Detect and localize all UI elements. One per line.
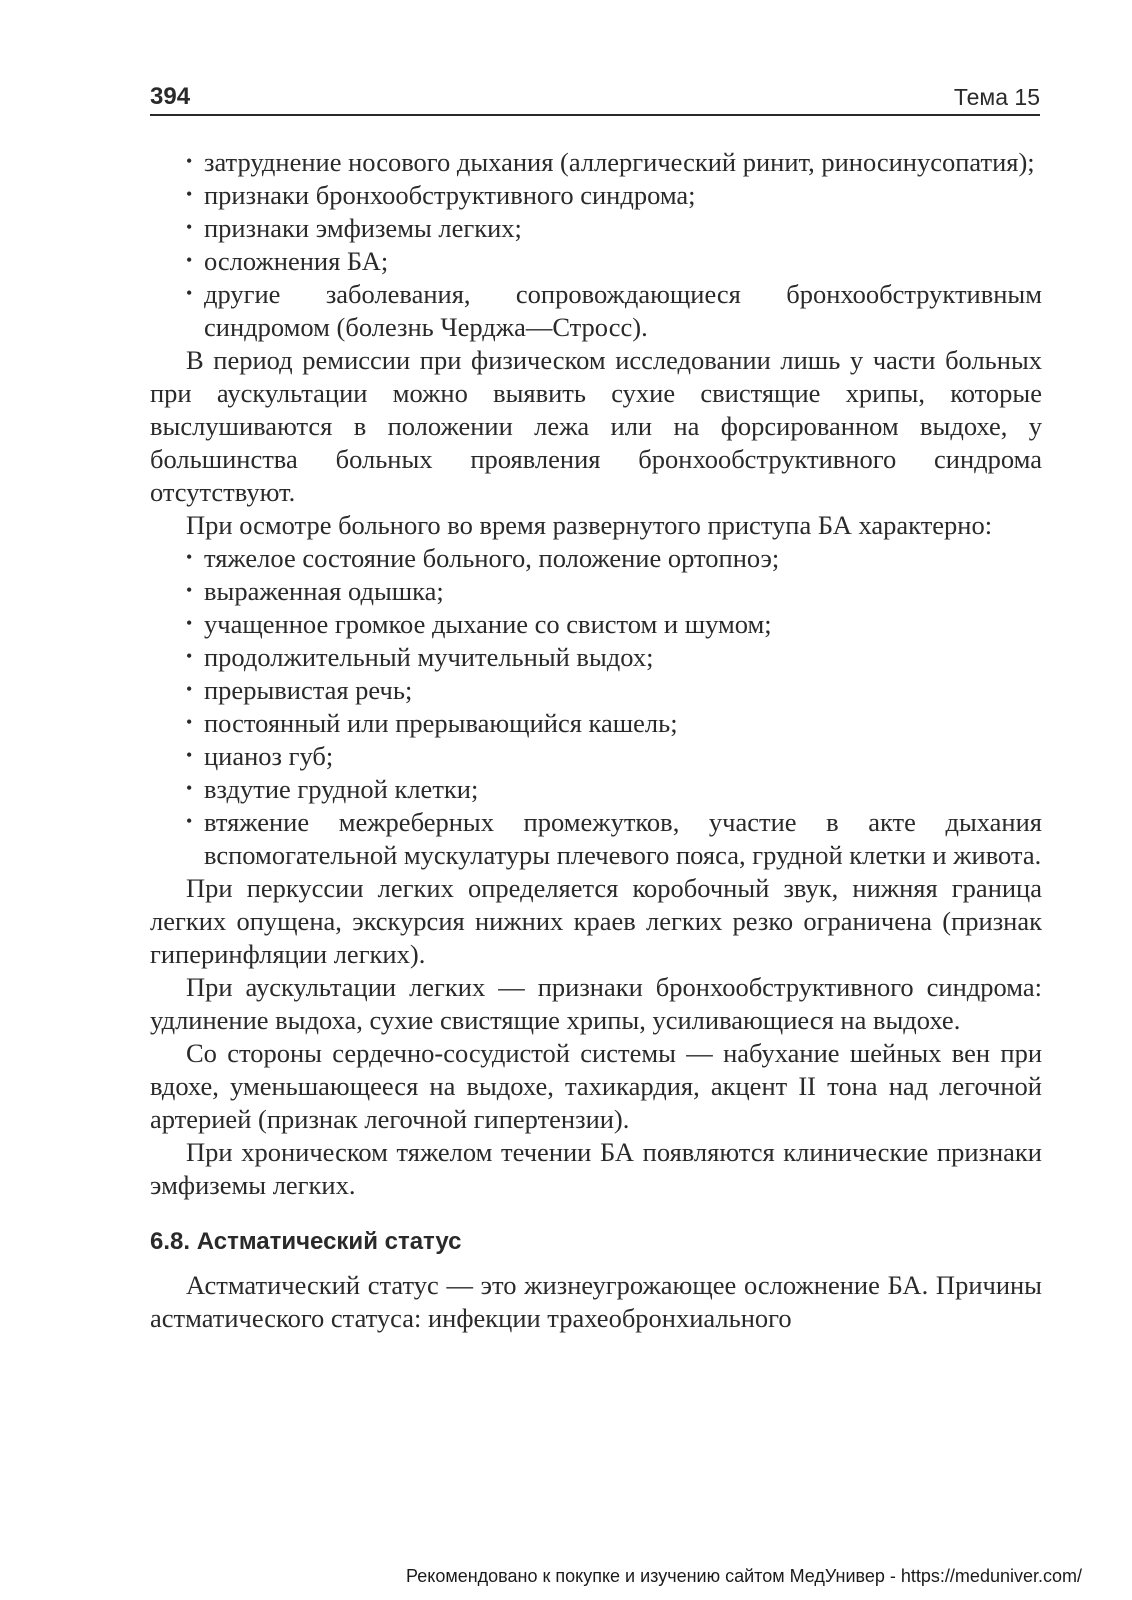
paragraph-auscultation: При аускультации легких — признаки бронхообструктивного синдрома: удлинение выдоха, сухие свистящие хрипы, усиливающиеся на выдохе. [150,972,1042,1035]
bullet-icon: • [186,547,193,567]
list-item-text: тяжелое состояние больного, положение ортопноэ; [204,543,780,573]
list-item [150,806,1042,872]
list-item-text: вздутие грудной клетки; [204,774,479,804]
bullet-icon: • [186,679,193,699]
bullet-icon: • [186,712,193,732]
list-item-text: постоянный или прерывающийся кашель; [204,708,678,738]
list-item [150,773,1042,806]
running-title: Тема 15 [953,84,1040,110]
list-item-text: прерывистая речь; [204,675,413,705]
list-item [150,245,1042,278]
list-item-text: затруднение носового дыхания (аллергический ринит, риносинусопатия); [204,147,1035,177]
bullet-icon: • [186,217,193,237]
list-item [150,674,1042,707]
paragraph-remission: В период ремиссии при физическом исследовании лишь у части больных при аускультации можно выявить сухие свистящие хрипы, которые выслушиваются в положении лежа или на форсированном выдохе, у большинства больных проявления бронхообструктивного синдрома отсутствуют. [150,345,1042,507]
list-item [150,707,1042,740]
list-item-text: осложнения БА; [204,246,389,276]
bullet-icon: • [186,778,193,798]
list-item [150,542,1042,575]
bullet-icon: • [186,745,193,765]
list-item [150,608,1042,641]
list-item [150,146,1042,179]
bullet-icon: • [186,811,193,831]
page-number: 394 [150,83,191,110]
paragraph-chronic: При хроническом тяжелом течении БА появляются клинические признаки эмфиземы легких. [150,1137,1042,1200]
list-item-text: учащенное громкое дыхание со свистом и шумом; [204,609,772,639]
paragraph-status: Астматический статус — это жизнеугрожающее осложнение БА. Причины астматического статуса: инфекции трахеобронхиального [150,1270,1042,1333]
list-item [150,641,1042,674]
list-item [150,179,1042,212]
bullet-icon: • [186,613,193,633]
list-item-text: втяжение межреберных промежутков, участие в акте дыхания вспомогательной мускулатуры плечевого пояса, грудной клетки и живота. [204,807,1042,870]
footer-note: Рекомендовано к покупке и изучению сайтом МедУнивер - https://meduniver.com/ [406,1566,1082,1586]
list-item-text: цианоз губ; [204,741,334,771]
bullet-icon: • [186,646,193,666]
list-item-text: признаки бронхообструктивного синдрома; [204,180,696,210]
page-body [150,146,1042,1335]
list-item-text: продолжительный мучительный выдох; [204,642,654,672]
list-item-text: другие заболевания, сопровождающиеся бронхообструктивным синдромом (болезнь Черджа—Стросс). [204,279,1042,342]
page-header [150,84,1040,116]
list-item [150,740,1042,773]
list-item [150,575,1042,608]
section-heading: 6.8. Астматический статус [150,1228,462,1255]
bullet-icon: • [186,250,193,270]
list-item [150,212,1042,245]
bullet-icon: • [186,184,193,204]
bullet-icon: • [186,580,193,600]
list-item-text: признаки эмфиземы легких; [204,213,522,243]
bullet-icon: • [186,151,193,171]
paragraph-attack: При осмотре больного во время развернутого приступа БА характерно: [186,510,993,540]
paragraph-cardio: Со стороны сердечно-сосудистой системы — набухание шейных вен при вдохе, уменьшающееся на выдохе, тахикардия, акцент II тона над легочной артерией (признак легочной гипертензии). [150,1038,1042,1134]
bullet-icon: • [186,283,193,303]
list-item [150,278,1042,344]
paragraph-percussion: При перкуссии легких определяется коробочный звук, нижняя граница легких опущена, экскурсия нижних краев легких резко ограничена (признак гиперинфляции легких). [150,873,1042,969]
list-item-text: выраженная одышка; [204,576,444,606]
